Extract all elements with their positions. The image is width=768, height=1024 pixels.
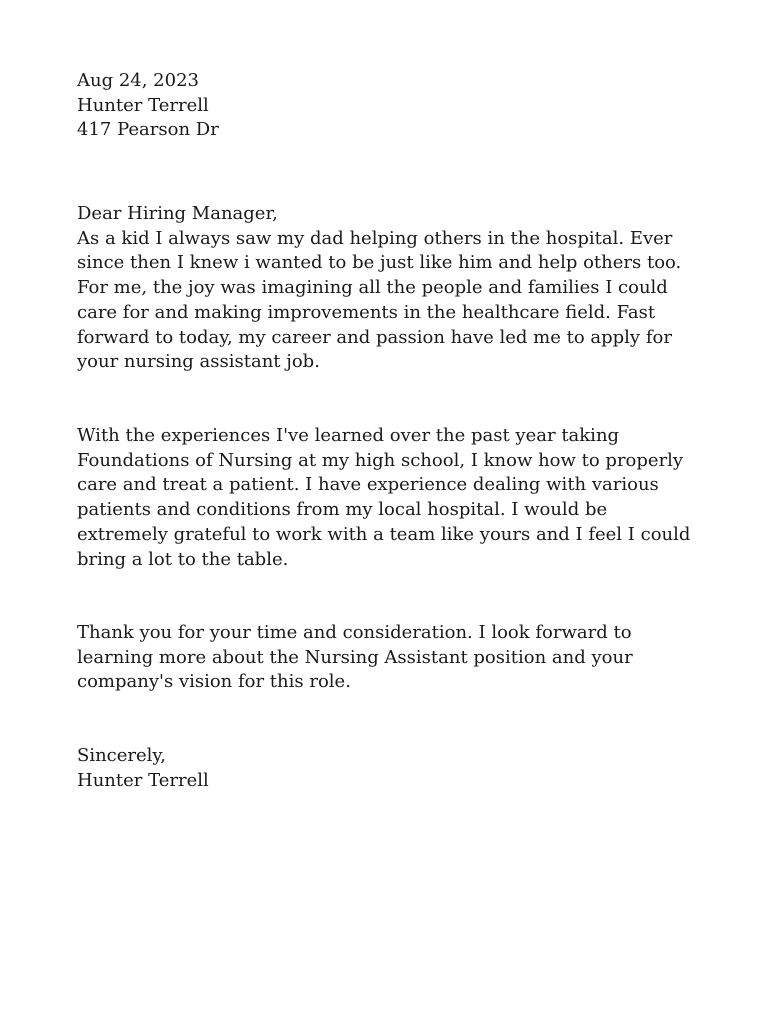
sender-name: Hunter Terrell [77,94,209,116]
signature-name: Hunter Terrell [77,769,209,791]
closing-section [77,744,717,793]
paragraph-line: Thank you for your time and consideration. I look forward to [77,622,632,643]
letter-date: Aug 24, 2023 [77,70,199,91]
paragraph-line: As a kid I always saw my dad helping others in the hospital. Ever [77,227,673,249]
paragraph-line: care and treat a patient. I have experience dealing with various [77,474,659,496]
sender-address: 417 Pearson Dr [77,119,219,141]
paragraph-line: For me, the joy was imagining all the people and families I could [77,277,668,299]
paragraph-line: care for and making improvements in the healthcare field. Fast [77,301,656,323]
paragraph-line: your nursing assistant job. [77,351,320,373]
paragraph-line: since then I knew i wanted to be just like him and help others too. [77,252,682,274]
paragraph-line: With the experiences I've learned over the past year taking [77,425,620,446]
paragraph-1 [77,227,717,375]
paragraph-line: company's vision for this role. [77,671,351,693]
paragraph-line: patients and conditions from my local hospital. I would be [77,499,608,521]
paragraph-line: Foundations of Nursing at my high school, I know how to properly [77,449,684,471]
paragraph-line: extremely grateful to work with a team like yours and I feel I could [77,523,691,545]
paragraph-3 [77,621,717,695]
paragraph-line: learning more about the Nursing Assistant position and your [77,646,633,668]
salutation: Dear Hiring Manager, [77,203,278,224]
sender-header [77,69,717,143]
paragraph-line: forward to today, my career and passion have led me to apply for [77,326,672,348]
paragraph-2 [77,424,717,572]
opening-section [77,202,717,375]
closing: Sincerely, [77,745,166,766]
paragraph-line: bring a lot to the table. [77,548,289,570]
